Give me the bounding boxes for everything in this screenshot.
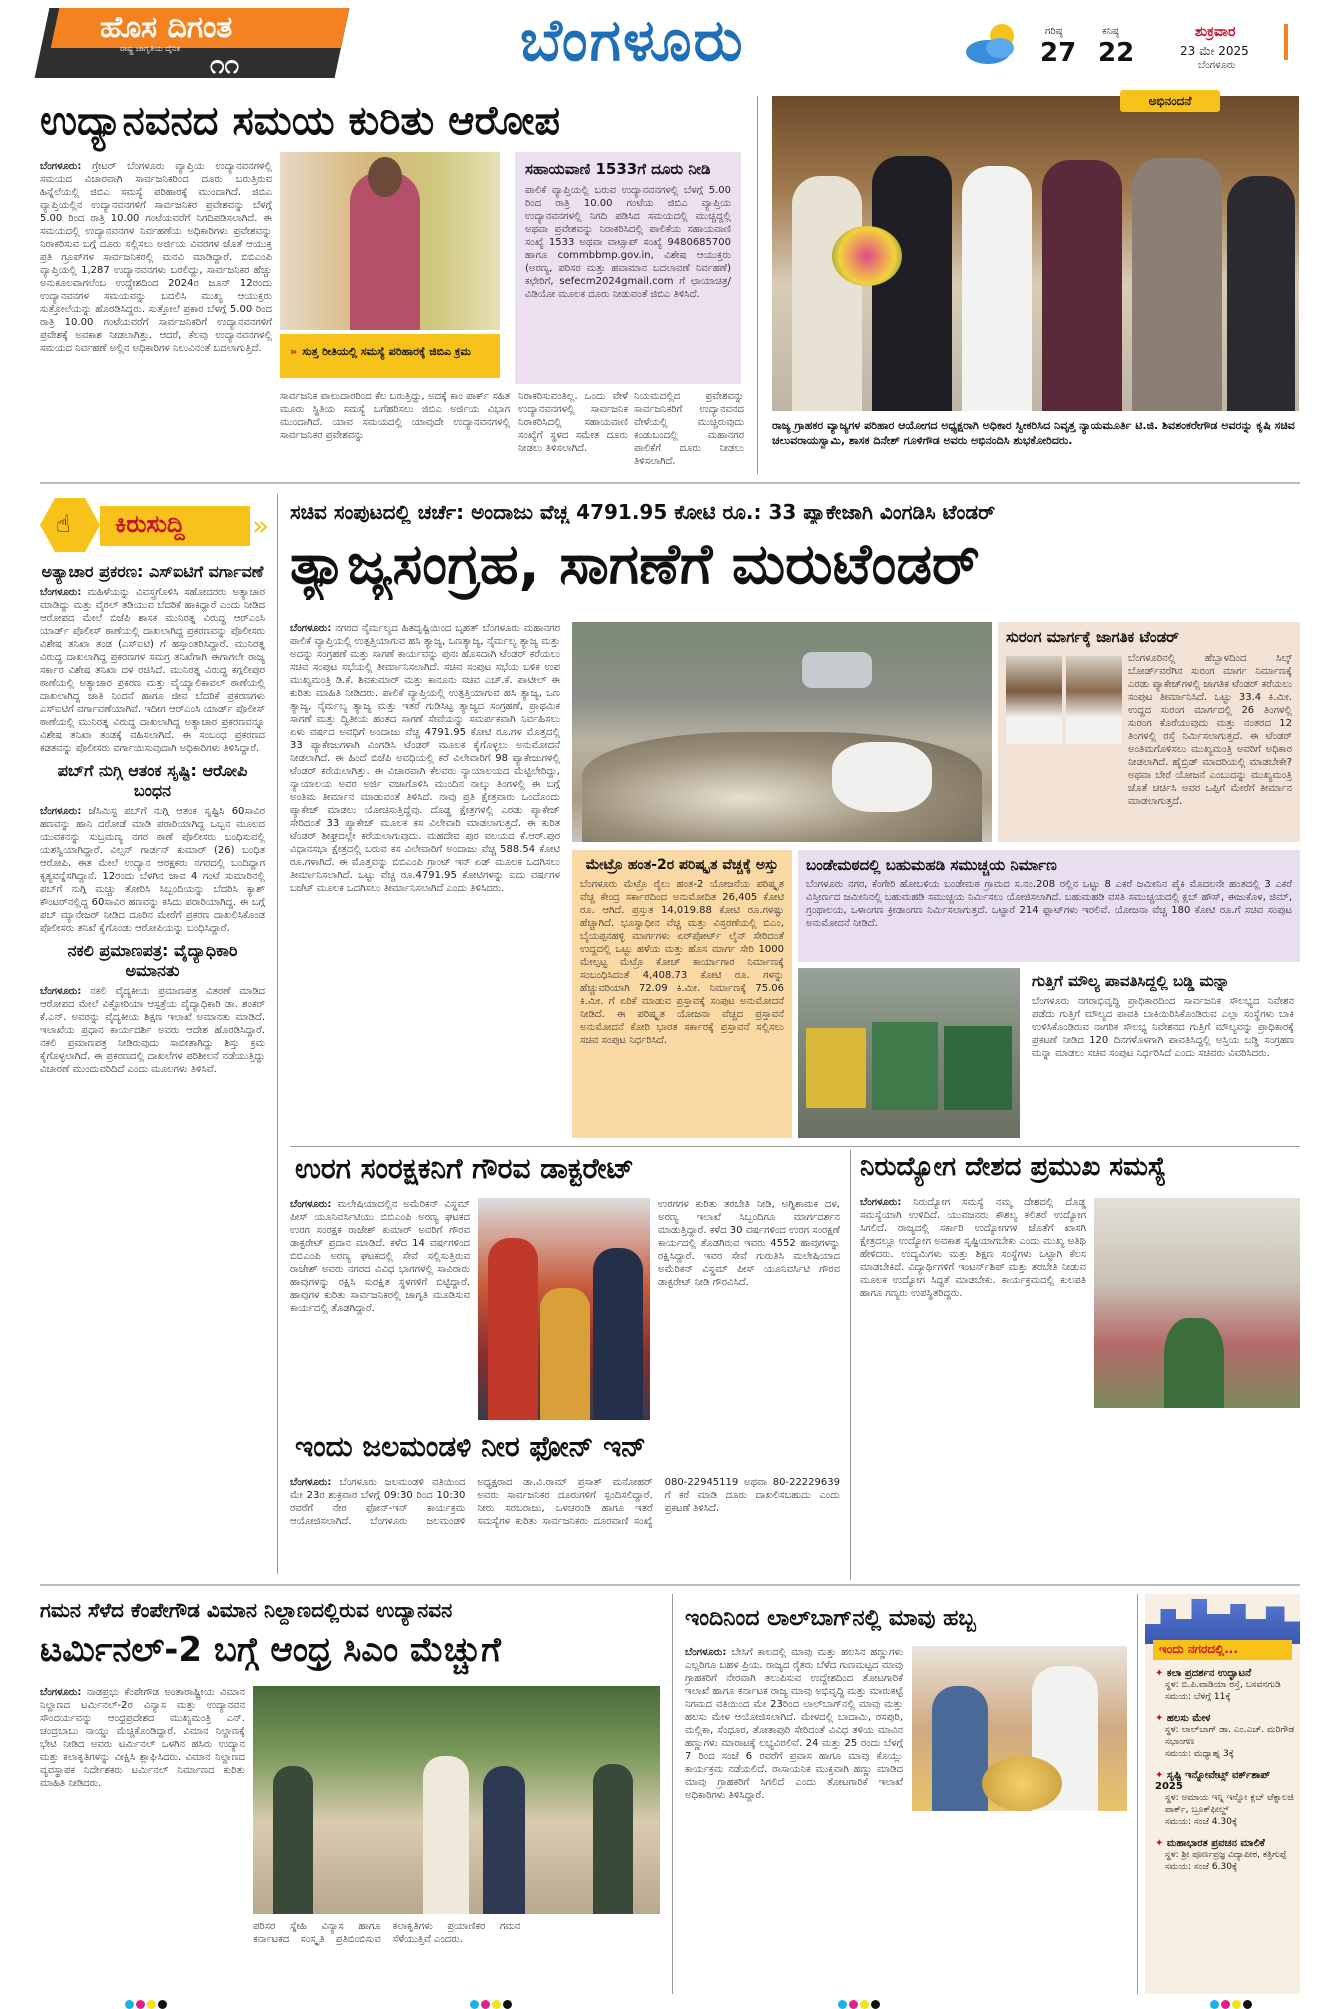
person-2 xyxy=(872,156,952,411)
event-name xyxy=(1155,1838,1295,1849)
event-time: ಸಮಯ: ಸಂಜೆ 4.30ಕ್ಕೆ xyxy=(1165,1817,1238,1827)
event-item xyxy=(1155,1838,1295,1873)
magenta-dot xyxy=(1221,2000,1230,2009)
lead-body-text: ನಗರದ ನೈರ್ಮಲ್ಯದ ಹಿತದೃಷ್ಟಿಯಿಂದ ಬೃಹತ್ ಬೆಂಗಳೂರು ಮಹಾನಗರ ಪಾಲಿಕೆ ವ್ಯಾಪ್ತಿಯಲ್ಲಿ ಉತ್ಪತ್ತಿಯಾಗುವ ಹಸಿ ತ್ಯಾಜ್ಯ, ಒಣತ್ಯಾಜ್ಯ, ನೈರ್ಮಲ್ಯ ತ್ಯಾಜ್ಯ ಮತ್ತು ಅದನ್ನು ಸಂಗ್ರಹಣೆ ಮತ್ತು ಸಾಗಣೆ ಕಾರ್ಯವನ್ನು ಪುನಃ ಹೊಸದಾಗಿ ಟೆಂಡರ್ ಕರೆಯಲು ಸಚಿವ ಸಂಪುಟ ಸಭೆಯಲ್ಲಿ ತೀರ್ಮಾನಿಸಲಾಗಿದೆ. ಸಚಿವ ಸಂಪುಟ ಸಭೆಯ ಬಳಿಕ ಉಪ ಮುಖ್ಯಮಂತ್ರಿ ಡಿ.ಕೆ. ಶಿವಕುಮಾರ್ ಮತ್ತು ಕಾನೂನು ಸಚಿವ ಎಚ್.ಕೆ. ಪಾಟೀಲ್ ಈ ಕುರಿತು ಮಾಹಿತಿ ನೀಡಿದರು. ಪಾಲಿಕೆ ವ್ಯಾಪ್ತಿಯಲ್ಲಿ ಉತ್ಪತ್ತಿಯಾಗುವ ಹಸಿ ತ್ಯಾಜ್ಯ, ಒಣ ತ್ಯಾಜ್ಯ, ನೈರ್ಮಲ್ಯ ತ್ಯಾಜ್ಯ ಮತ್ತು ಇತರೆ ಗುಡಿಸಿಟ್ಟ ತ್ಯಾಜ್ಯದ ಸಂಗ್ರಹಣೆ, ಪ್ರಾಥಮಿಕ ಸಾಗಣೆ ಮತ್ತು ದ್ವಿತೀಯ ಹಂತದ ಸಾಗಣೆ ಸೇವೆಯನ್ನು ಸಮರ್ಪಕವಾಗಿ ನಿರ್ವಹಿಸಲು ಏಳು ವರ್ಷದ ಅವಧಿಗೆ ಅಂದಾಜು ವೆಚ್ಚ 4791.95 ಕೋಟಿ ರೂ.ಗಳ ಮೊತ್ತದಲ್ಲಿ 33 ಪ್ಯಾಕೇಜುಗಳಾಗಿ ವಿಂಗಡಿಸಿ ಟೆಂಡರ್ ಮೂಲಕ ಕೈಗೊಳ್ಳಲು ಅನುಮೋದನೆ ನೀಡಲಾಗಿದೆ. ಈ ಹಿಂದೆ ಬಿಜೆಪಿ ಅವಧಿಯಲ್ಲಿ ಕರೆ ವಿಲೇವಾರಿಗೆ 98 ಪ್ಯಾಕೇಜುಗಳಲ್ಲಿ ಟೆಂಡರ್ ಕರೆಯಲಾಗಿತ್ತು. ಈ ವಿಚಾರವಾಗಿ ಕೆಲವರು ನ್ಯಾಯಾಲಯದ ಮೆಟ್ಟಿಲೇರಿದ್ದು, ನ್ಯಾಯಾಲಯ ಅವರ ಅರ್ಜಿ ವಜಾಗೊಳಿಸಿ ಮುಂದಿನ ನಾಲ್ಕು ತಿಂಗಳಲ್ಲಿ ಈ ಬಗ್ಗೆ ಅಂತಿಮ ತೀರ್ಮಾನ ಮಾಡುವಂತೆ ತಿಳಿಸಿದೆ. ನಾವು ಪ್ರತಿ ಕ್ಷೇತ್ರವಾರು ಒಂದೊಂದು ಪ್ಯಾಕೇಜ್ ಮಾಡಲು ಯೋಚಿಸುತ್ತಿದ್ದೆವು. ದೊಡ್ಡ ಕ್ಷೇತ್ರಗಳಲ್ಲಿ ಎರಡು ಪ್ಯಾಕೇಜ್ ಸೇರಿದಂತೆ 33 ಪ್ಯಾಕೇಜ್ ಮೂಲಕ ಕಸ ವಿಲೇವಾರಿ ಮಾಡಲಾಗುತ್ತದೆ. ಈ ಕುರಿತ ಟೆಂಡರ್ ಶೀಘ್ರದಲ್ಲೇ ಕರೆಯಲಾಗುವುದು. ಮಹದೇವ ಪುರ ವಲಯದ ಕೆ.ಆರ್.ಪುರ ವಿಧಾನಸಭಾ ಕ್ಷೇತ್ರದಲ್ಲಿ ಬರುವ ಕಸ ವಿಲೇವಾರಿಗೆ ಅಂದಾಜು ವೆಚ್ಚ 588.54 ಕೋಟಿ ರೂ.ಗಳಾಗಿದೆ. ಈ ಮೊತ್ತವನ್ನು ಬಿಬಿಎಂಪಿ ಗ್ರಾಂಟ್ ಇನ್ ಏಡ್ ಮೂಲಕ ಒದಗಿಸಲು ತೀರ್ಮಾನಿಸಲಾಗಿದೆ. ಒಟ್ಟು ವೆಚ್ಚ ರೂ.4791.95 ಕೋಟಿಗಳನ್ನು ಐದು ವರ್ಷಗಳ ಬಜೆಟ್ ಮೂಲಕ ಒದಗಿಸಲು ತೀರ್ಮಾನಿಸಲಾಗಿದೆ ಎಂದು ತಿಳಿಸಿದರು. xyxy=(290,623,560,894)
airport-headline: ಟರ್ಮಿನಲ್-2 ಬಗ್ಗೆ ಆಂಧ್ರ ಸಿಎಂ ಮೆಚ್ಚುಗೆ xyxy=(40,1630,501,1670)
weather-max-label: ಗರಿಷ್ಠ xyxy=(1045,26,1063,37)
photo-caption: ಸುತ್ತ ರೀತಿಯಲ್ಲಿ ಸಮಸ್ಯೆ ಪರಿಹಾರಕ್ಕೆ ಜಿಬಿಎ ಕ್ರಮ xyxy=(302,345,471,358)
person-5 xyxy=(1132,158,1222,411)
divider xyxy=(757,96,758,474)
metro-box xyxy=(572,850,792,1138)
logo: ಹೊಸ ದಿಗಂತ xyxy=(100,10,233,45)
plant xyxy=(1164,1318,1224,1408)
tunnel-headline: ಸುರಂಗ ಮಾರ್ಗಕ್ಕೆ ಜಾಗತಿಕ ಟೆಂಡರ್ xyxy=(1006,628,1179,646)
logo-tagline: ರಾಷ್ಟ್ರ ಜಾಗೃತಿಯ ದೈನಿಕ xyxy=(120,44,181,53)
uraga-body-text: ಮಲೇಷಿಯಾದಲ್ಲಿನ ಅಮೆರಿಕನ್ ವಿಸ್ಡಮ್ ಪೀಸ್ ಯೂನಿವರ್ಸಿಟಿಯು ಬಿಬಿಎಂಪಿ ಅರಣ್ಯ ಘಟಕದ ಉರಗ ಸಂರಕ್ಷಕ ರಾಜೇಶ್ ಕುಮಾರ್ ಅವರಿಗೆ ಗೌರವ ಡಾಕ್ಟರೇಟ್ ಪ್ರದಾನ ಮಾಡಿದೆ. ಕಳೆದ 14 ವರ್ಷಗಳಿಂದ ಬಿಬಿಎಂಪಿ ಅರಣ್ಯ ಘಟಕದಲ್ಲಿ ಸೇವೆ ಸಲ್ಲಿಸುತ್ತಿರುವ ರಾಜೇಶ್ ಅವರು ನಗರದ ವಿವಿಧ ಭಾಗಗಳಲ್ಲಿ ಸಾವಿರಾರು ಹಾವುಗಳನ್ನು ರಕ್ಷಿಸಿ ಸುರಕ್ಷಿತ ಸ್ಥಳಗಳಿಗೆ ಬಿಟ್ಟಿದ್ದಾರೆ. ಹಾವುಗಳ ಕುರಿತು ಸಾರ್ವಜನಿಕರಲ್ಲಿ ಜಾಗೃತಿ ಮೂಡಿಸುವ ಕಾರ್ಯದಲ್ಲಿ ತೊಡಗಿದ್ದಾರೆ. xyxy=(290,1199,470,1314)
person-suit xyxy=(483,1766,525,1914)
dateline: ಬೆಂಗಳೂರು: xyxy=(860,1197,902,1208)
yellow-dot xyxy=(860,2000,869,2009)
divider xyxy=(40,482,1300,484)
cyan-dot xyxy=(125,2000,134,2009)
abhinandane-tag: ಅಭಿನಂದನೆ xyxy=(1120,90,1220,112)
event-name-text: ಮಹಾಭಾರತ ಪ್ರವಚನ ಮಾಲಿಕೆ xyxy=(1166,1838,1265,1849)
story1-column-4: ನಿಯಮದಲ್ಲಿದ ಪ್ರವೇಶವನ್ನು ಸಾರ್ವಜನಿಕರಿಗೆ ಉದ್ಯಾನವನದ ವೇಳೆಯಲ್ಲಿ ಮುಚ್ಚಿರುವುದು ಕಂಡುಬಂದಲ್ಲಿ ಮಹಾನಗರ ಪಾಲಿಕೆಗೆ ದೂರು ನೀಡಲು ತಿಳಿಸಲಾಗಿದೆ. xyxy=(634,391,744,467)
yellow-dot xyxy=(1232,2000,1241,2009)
divider xyxy=(40,1584,1300,1586)
magenta-dot xyxy=(136,2000,145,2009)
indu-events xyxy=(1155,1668,1295,1873)
bandemutt-headline: ಬಂಡೇಮಠದಲ್ಲಿ ಬಹುಮಹಡಿ ಸಮುಚ್ಚಯ ನಿರ್ಮಾಣ xyxy=(806,856,1057,874)
uraga-body-1 xyxy=(290,1198,470,1420)
yellow-dot xyxy=(492,2000,501,2009)
event-item xyxy=(1155,1770,1295,1828)
speaker-photo xyxy=(280,152,500,330)
sidebar-title: ಸಹಾಯವಾಣಿ 1533ಗೆ ದೂರು ನೀಡಿ xyxy=(525,160,711,178)
plant-inauguration-photo xyxy=(1094,1198,1300,1408)
kirusuddi-body: ಜೆಸಿಮಿಸ್ಟ ಪಬ್‌ಗೆ ನುಗ್ಗಿ ಆತಂಕ ಸೃಷ್ಟಿಸಿ 60ಸಾವಿರ ಹಣವನ್ನು ಹಾನಿ ದರೋಡೆ ಮಾಡಿ ಪರಾರಿಯಾಗಿದ್ದ ಒಬ್ಬನ ಮೂಲದ ಯುವಕನನ್ನು ಸುಬ್ರಮಣ್ಯ ನಗರ ಠಾಣೆ ಪೊಲೀಸರು ಬಂಧಿಸುವಲ್ಲಿ ಯಶಸ್ವಿಯಾಗಿದ್ದಾರೆ. ವಿಲ್ಸನ್ ಗಾರ್ಡನ್ ಕುಮಾರ್ (26) ಬಂಧಿತ ಆರೋಪಿ. ಈತ ಮೇಲೆ ಉದ್ಯಾನ ಆರಕ್ಷಕರು ನಗರದಲ್ಲಿ ಬಂದಿದ್ದಾಗ ಕೃತ್ಯವನ್ನೆಸಗಿದ್ದಾನೆ. 12ರಂದು ಬೆಳಗಿನ ಜಾವ 4 ಗಂಟೆ ಸುಮಾರಿನಲ್ಲಿ ಪಬ್‌ಗೆ ನುಗ್ಗಿ ಮಚ್ಚು ತೋರಿಸಿ ಸಿಬ್ಬಂದಿಯನ್ನು ಬೆದರಿಸಿ ಕ್ಯಾಶ್ ಕೌಂಟರ್‌ನಲ್ಲಿದ್ದ 60ಸಾವಿರ ಹಣವನ್ನು ಕಸಿದು ಪರಾರಿಯಾಗಿದ್ದ. ಈ ಬಗ್ಗೆ ಪಬ್ ಮ್ಯಾನೇಜರ್ ನೀಡಿದ ದೂರಿನ ಮೇರೆಗೆ ಪ್ರಕರಣ ದಾಖಲಿಸಿಕೊಂಡ ಪೊಲೀಸರು ತನಿಖೆ ಕೈಗೊಂಡು ಆರೋಪಿಯನ್ನು ಬಂಧಿಸಿದ್ದಾರೆ. xyxy=(40,806,265,934)
event-name xyxy=(1155,1770,1295,1792)
kirusuddi-body: ಮಹಿಳೆಯನ್ನು ವಿವಸ್ತ್ರಗೊಳಿಸಿ ಸಹೋದರರು ಅತ್ಯಾಚಾರ ಮಾಡಿದ್ದು ಮತ್ತು ವೈರಲ್ ತಡಿಯುವ ಬೆದರಿಕೆ ಹಾಕಿದ್ದಾರೆ ಎಂದು ನೀಡಿದ ಆರೋಪದ ಮೇಲೆ ಬಿಜೆಪಿ ಶಾಸಕ ಮುನಿರತ್ನ ವಿರುದ್ಧ ಆರ್‌ಎಂಸಿ ಯಾರ್ಡ್ ಪೊಲೀಸ್ ಠಾಣೆಯಲ್ಲಿ ದಾಖಲಾಗಿದ್ದ ಪ್ರಕರಣವನ್ನು ಪೊಲೀಸರು ವಿಶೇಷ ತನಿಖಾ ತಂಡ (ಎಸ್‌ಐಟಿ) ಗೆ ಹಸ್ತಾಂತರಿಸಿದ್ದಾರೆ. ಮುನಿರತ್ನ ವಿರುದ್ಧ ದಾಖಲಾಗಿದ್ದ ಪ್ರಕರಣಗಳ ಸಮಗ್ರ ತನಿಖೆಗಾಗಿ ಈಗಾಗಲೇ ರಾಜ್ಯ ಸರ್ಕಾರ ವಿಶೇಷ ತನಿಖಾ ದಳ ರಚಿಸಿದೆ. ಮುನಿರತ್ನ ವಿರುದ್ಧ ಕಗ್ಗಲೀಪುರ ಠಾಣೆಯಲ್ಲಿ ಅತ್ಯಾಚಾರ ಪ್ರಕರಣ ಮತ್ತು ವೈಯ್ಯಾಲಿಕಾವಲ್ ಠಾಣೆಯಲ್ಲಿ ದಾಖಲಾಗಿದ್ದ ಜಾತಿ ನಿಂದನೆ ಹಾಗೂ ಜೀವ ಬೆದರಿಕೆ ಪ್ರಕರಣಗಳು ಎಸ್‌ಐಟಿಗೆ ವರ್ಗಾವಣೆಯಾಗಿವೆ. ಇದೀಗ ಆರ್‌ಎಂಸಿ ಯಾರ್ಡ್ ಪೊಲೀಸ್ ಠಾಣೆಯಲ್ಲಿ ಮುನಿರತ್ನ ವಿರುದ್ಧ ದಾಖಲಾಗಿದ್ದ ಅತ್ಯಾಚಾರ ಪ್ರಕರಣವನ್ನೂ ವಿಶೇಷ ತನಿಖಾ ತಂಡಕ್ಕೆ ವಹಿಸಲಾಗಿದೆ. ಈ ಸಂಬಂಧ ಪ್ರಕರಣದ ಕಡತವನ್ನು ಪೊಲೀಸರು ವರ್ಗಾಯಿಸುವುದಾಗಿ ಅಧಿಕಾರಿಗಳು ತಿಳಿಸಿದ್ದಾರೆ. xyxy=(40,587,265,754)
doctorate-photo xyxy=(478,1198,650,1420)
lalbagh-headline: ಇಂದಿನಿಂದ ಲಾಲ್‌ಬಾಗ್‌ನಲ್ಲಿ ಮಾವು ಹಬ್ಬ xyxy=(685,1606,976,1631)
magenta-dot xyxy=(481,2000,490,2009)
dateline: ಬೆಂಗಳೂರು: xyxy=(40,161,82,172)
dateline: ಬೆಂಗಳೂರು: xyxy=(290,623,332,634)
kirusuddi-body-wrap xyxy=(40,586,265,755)
uraga-headline: ಉರಗ ಸಂರಕ್ಷಕನಿಗೆ ಗೌರವ ಡಾಕ್ಟರೇಟ್ xyxy=(295,1152,634,1185)
kirusuddi-body-wrap xyxy=(40,805,265,935)
section-title: ಬೆಂಗಳೂರು xyxy=(520,6,745,74)
lalbagh-body xyxy=(685,1646,903,1986)
magenta-dot xyxy=(849,2000,858,2009)
lalbagh-body-text: ಬೇಸಿಗೆ ಕಾಲದಲ್ಲಿ ಮಾವು ಮತ್ತು ಹಲಸಿನ ಹಣ್ಣುಗಳು ಎಲ್ಲರಿಗೂ ಬಹಳ ಪ್ರಿಯ. ರಾಜ್ಯದ ರೈತರು ಬೆಳೆದ ಗುಣಮಟ್ಟದ ಮಾವು ಗ್ರಾಹಕರಿಗೆ ನೇರವಾಗಿ ತಲುಪಿಸುವ ಉದ್ದೇಶದಿಂದ ತೋಟಗಾರಿಕೆ ಇಲಾಖೆ ಹಾಗೂ ಕರ್ನಾಟಕ ರಾಜ್ಯ ಮಾವು ಅಭಿವೃದ್ಧಿ ಮತ್ತು ಮಾರುಕಟ್ಟೆ ನಿಗಮದ ವತಿಯಿಂದ ಮೇ 23ರಿಂದ ಲಾಲ್‌ಬಾಗ್‌ನಲ್ಲಿ ಮಾವು ಮತ್ತು ಹಲಸು ಮೇಳ ಆಯೋಜಿಸಲಾಗಿದೆ. ಮೇಳದಲ್ಲಿ ಬಾದಾಮಿ, ರಸಪುರಿ, ಮಲ್ಲಿಕಾ, ಸೆಂಧೂರ, ತೋತಾಪುರಿ ಸೇರಿದಂತೆ ವಿವಿಧ ತಳಿಯ ಮಾವಿನ ಹಣ್ಣುಗಳು ಮಾರಾಟಕ್ಕೆ ಲಭ್ಯವಿರಲಿವೆ. 24 ಮತ್ತು 25 ರಂದು ಬೆಳಗ್ಗೆ 7 ರಿಂದ ಸಂಜೆ 6 ರವರೆಗೆ ಪ್ರವಾಸ ಹಾಗೂ ಮಾವು ಕೊಯ್ಲು ಕಾರ್ಯಕ್ರಮ ನಡೆಯಲಿದೆ. ರಾಸಾಯನಿಕ ಮುಕ್ತವಾಗಿ ಹಣ್ಣು ಮಾಡಿದ ಮಾವು ಗ್ರಾಹಕರಿಗೆ ಸಿಗಲಿದೆ ಎಂದು ತೋಟಗಾರಿಕೆ ಇಲಾಖೆ ಅಧಿಕಾರಿಗಳು ತಿಳಿಸಿದ್ದಾರೆ. xyxy=(685,1647,903,1801)
bandemutt-box xyxy=(798,850,1300,962)
divider xyxy=(850,1150,851,1580)
event-place: ಸ್ಥಳ: ಲಾಲ್‌ಬಾಗ್ ಡಾ. ಎಂ.ಎಚ್. ಮರಿಗೌಡ ಸಭಾಂಗಣ xyxy=(1165,1725,1295,1747)
registration-marks xyxy=(838,1994,882,2009)
car xyxy=(802,652,872,688)
person-guard-2 xyxy=(593,1764,633,1914)
black-dot xyxy=(871,2000,880,2009)
event-name-text: ಸೃಷ್ಟಿ ಇನ್ನೋವೇಟ್ಸ್ ವರ್ಕ್‌ಶಾಪ್ 2025 xyxy=(1155,1770,1270,1792)
gutige-body: ಬೆಂಗಳೂರು ನಗರಾಭಿವೃದ್ಧಿ ಪ್ರಾಧಿಕಾರದಿಂದ ಸಾರ್ವಜನಿಕ ಸೌಲಭ್ಯದ ನಿವೇಶನ ಪಡೆದು ಗುತ್ತಿಗೆ ಮೌಲ್ಯದ ಪಾವತಿ ಬಾಕಿಯಿರಿಸಿಕೊಂಡಿರುವ ಎಲ್ಲಾ ಸಂಸ್ಥೆಗಳು ಬಾಕಿ ಉಳಿಸಿಕೊಂಡಿರುವ ನಾಗರಿಕ ಸೌಲಭ್ಯ ನಿವೇಶನದ ಗುತ್ತಿಗೆ ಮೌಲ್ಯವನ್ನು ಪ್ರಾಧಿಕಾರಕ್ಕೆ ಪ್ರಕಟಣೆ ನೀಡಿದ 120 ದಿನಗಳೊಳಗಾಗಿ ಪಾವತಿಸಿದ್ದಲ್ಲಿ ಅಸ್ತಿಯ ಬಡ್ಡಿ ಸಂಗ್ರಹಣ ಮನ್ನಾ ಮಾಡಲು ಸಚಿವ ಸಂಪುಟ ನಿರ್ಧರಿಸಿದೆ ಎಂದು ಸಚಿವರು ವಿವರಿಸಿದರು. xyxy=(1032,996,1294,1059)
hand-icon: ☝ xyxy=(56,510,71,538)
cyan-dot xyxy=(470,2000,479,2009)
nirudyoga-body xyxy=(860,1196,1086,1571)
mango-fruit xyxy=(982,1756,1062,1811)
dateline: ಬೆಂಗಳೂರು: xyxy=(290,1199,332,1210)
day-label: ಶುಕ್ರವಾರ xyxy=(1195,24,1236,40)
nirudyoga-headline: ನಿರುದ್ಯೋಗ ದೇಶದ ಪ್ರಮುಖ ಸಮಸ್ಯೆ xyxy=(860,1152,1167,1182)
bouquet xyxy=(832,226,902,286)
felicitation-photo xyxy=(772,96,1299,411)
masthead xyxy=(0,0,1339,85)
jalamandali-body xyxy=(290,1476,840,1572)
airport-body-text: ನಾಡಪ್ರಭು ಕೆಂಪೇಗೌಡ ಅಂತಾರಾಷ್ಟ್ರೀಯ ವಿಮಾನ ನಿಲ್ದಾಣದ ಟರ್ಮಿನಲ್-2ರ ವಿನ್ಯಾಸ ಮತ್ತು ಉದ್ಯಾನವನ ಸೌಂದರ್ಯವನ್ನು ಆಂಧ್ರಪ್ರದೇಶದ ಮುಖ್ಯಮಂತ್ರಿ ಎನ್. ಚಂದ್ರಬಾಬು ನಾಯ್ಡು ಮೆಚ್ಚಿಕೊಂಡಿದ್ದಾರೆ. ವಿಮಾನ ನಿಲ್ದಾಣಕ್ಕೆ ಭೇಟಿ ನೀಡಿದ ಅವರು ಟರ್ಮಿನಲ್ ಒಳಗಿನ ಹಸಿರು ಉದ್ಯಾನ ಮತ್ತು ಕಲಾಕೃತಿಗಳನ್ನು ವೀಕ್ಷಿಸಿ ಶ್ಲಾಘಿಸಿದರು. ವಿಮಾನ ನಿಲ್ದಾಣದ ವ್ಯವಸ್ಥಾಪಕ ನಿರ್ದೇಶಕರು ಟರ್ಮಿನಲ್ ನಿರ್ಮಾಣದ ಕುರಿತು ಮಾಹಿತಿ ನೀಡಿದರು. xyxy=(40,1687,245,1789)
kirusuddi-title: ಕಿರುಸುದ್ದಿ xyxy=(115,510,185,538)
divider xyxy=(290,1146,1300,1147)
person-guard xyxy=(273,1766,313,1914)
dateline: ಬೆಂಗಳೂರು: xyxy=(40,587,82,598)
headline-udyanavana: ಉದ್ಯಾನವನದ ಸಮಯ ಕುರಿತು ಆರೋಪ xyxy=(40,98,561,144)
jalamandali-body-text: ಬೆಂಗಳೂರು ಜಲಮಂಡಳಿ ವತಿಯಿಂದ ಮೇ 23ರ ಶುಕ್ರವಾರ ಬೆಳಗ್ಗೆ 09:30 ರಿಂದ 10:30 ರವರೆಗೆ ನೇರ ಫೋನ್-ಇನ್ ಕಾರ್ಯಕ್ರಮ ಆಯೋಜಿಸಲಾಗಿದೆ. ಬೆಂಗಳೂರು ಜಲಮಂಡಳಿ ಅಧ್ಯಕ್ಷರಾದ ಡಾ.ವಿ.ರಾಮ್ ಪ್ರಸಾತ್ ಮನೋಹರ್ ಅವರು ಸಾರ್ವಜನಿಕರ ದೂರುಗಳಿಗೆ ಸ್ಪಂದಿಸಲಿದ್ದಾರೆ. ನೀರು ಸರಬರಾಜು, ಒಳಚರಂಡಿ ಹಾಗೂ ಇತರೆ ಸಮಸ್ಯೆಗಳ ಕುರಿತು ಸಾರ್ವಜನಿಕರು ದೂರವಾಣಿ ಸಂಖ್ಯೆ 080-22945119 ಅಥವಾ 80-22229639 ಗೆ ಕರೆ ಮಾಡಿ ದೂರು ದಾಖಲಿಸಬಹುದು ಎಂದು ಪ್ರಕಟಣೆ ತಿಳಿಸಿದೆ. xyxy=(290,1477,840,1527)
event-name xyxy=(1155,1713,1295,1724)
dateline: ಬೆಂಗಳೂರು: xyxy=(40,986,82,997)
cyan-dot xyxy=(1210,2000,1219,2009)
weather-icon xyxy=(962,18,1024,68)
kirusuddi-headline: ನಕಲಿ ಪ್ರಮಾಣಪತ್ರ: ವೈದ್ಯಾಧಿಕಾರಿ ಅಮಾನತು xyxy=(67,941,238,980)
lead-headline: ತ್ಯಾಜ್ಯಸಂಗ್ರಹ, ಸಾಗಣೆಗೆ ಮರುಟೆಂಡರ್ xyxy=(290,532,980,597)
white-sack xyxy=(832,742,932,812)
divider xyxy=(1137,1594,1138,1994)
abhinandane-caption: ರಾಜ್ಯ ಗ್ರಾಹಕರ ವ್ಯಾಜ್ಯಗಳ ಪರಿಹಾರ ಆಯೋಗದ ಅಧ್ಯಕ್ಷರಾಗಿ ಅಧಿಕಾರ ಸ್ವೀಕರಿಸಿದ ನಿವೃತ್ತ ನ್ಯಾಯಮೂರ್ತಿ ಟಿ.ಜಿ. ಶಿವಶಂಕರೇಗೌಡ ಅವರನ್ನು ಕೃಷಿ ಸಚಿವ ಚಲುವರಾಯಸ್ವಾಮಿ, ಶಾಸಕ ದಿನೇಶ್ ಗೂಳಿಗೌಡ ಅವರು ಅಭಿನಂದಿಸಿ ಶುಭಕೋರಿದರು. xyxy=(772,419,1295,447)
bullet-icon: ✦ xyxy=(1155,1668,1167,1679)
speaker-head xyxy=(368,157,402,197)
registration-marks xyxy=(125,1994,169,2009)
person-6 xyxy=(1227,176,1295,411)
event-time: ಸಮಯ: ಮಧ್ಯಾಹ್ನ 3ಕ್ಕೆ xyxy=(1165,1749,1234,1759)
metro-body: ಬೆಂಗಳೂರು ಮೆಟ್ರೊ ರೈಲು ಹಂತ-2 ಯೋಜನೆಯ ಪರಿಷ್ಕೃತ ವೆಚ್ಚ ಕೇಂದ್ರ ಸರ್ಕಾರದಿಂದ ಅನುಮೋದಿತ 26,405 ಕೋಟಿ ರೂ. ಆಗಿದೆ. ಪ್ರಸ್ತುತ 14,019.88 ಕೋಟಿ ರೂ.ಗಳಷ್ಟು ಹೆಚ್ಚಾಗಿದೆ. ಭೂಸ್ವಾಧೀನ ವೆಚ್ಚ ಮತ್ತು ವಿಸ್ತರಣೆಯಲ್ಲಿ ಬಿಎಂ, ಬೈಯಪ್ಪನಹಳ್ಳಿ ಮಾರ್ಗಗಳು ಏರ್‌ಪೋರ್ಟ್ ಲೈನ್ ಸೇರಿದಂತೆ ಉದ್ದದಲ್ಲಿ ಒಟ್ಟು ಹಳೆಯ ಮತ್ತು ಹೊಸ ಮಾರ್ಗ ಸೇರಿ 1000 ಮೇಲ್ಪಟ್ಟ ಮೆಟ್ರೊ ಕೋಚ್ ಕಾರ್ಯಾಗಾರ ನಿರ್ಮಾಣಕ್ಕೆ ಸಂಬಂಧಿಸಿದಂತೆ 4,408.73 ಕೋಟಿ ರೂ. ಗಳನ್ನು ಹೆಚ್ಚುವರಿಯಾಗಿ 72.09 ಕಿ.ಮೀ. ನಿರ್ಮಾಣಕ್ಕೆ 75.06 ಕಿ.ಮೀ. ಗೆ ಏರಿಕೆ ಮಾಡುವ ಪ್ರಸ್ತಾವಕ್ಕೆ ಸಂಪುಟ ಅನುಮೋದನೆ ನೀಡಿದೆ. ಈ ಪರಿಷ್ಕೃತ ಯೋಜನಾ ವೆಚ್ಚದ ಪ್ರಸ್ತಾವನೆ ಅನುಮೋದನೆ ಕೋರಿ ಭಾರತ ಸರ್ಕಾರಕ್ಕೆ ಪ್ರಸ್ತಾವನೆ ಸಲ್ಲಿಸಲು ಸಚಿವ ಸಂಪುಟ ನಿರ್ಧರಿಸಿದೆ. xyxy=(580,879,784,1046)
truck-2 xyxy=(872,1022,938,1110)
metro-headline: ಮೇಟ್ರೊ ಹಂತ-2ರ ಪರಿಷ್ಕೃತ ವೆಚ್ಚಕ್ಕೆ ಅಸ್ತು xyxy=(585,857,779,873)
story1-column-1 xyxy=(40,160,272,470)
mango-photo xyxy=(912,1646,1127,1811)
event-place: ಸ್ಥಳ: ಶ್ರೀ ಪೂರ್ಣಪ್ರಜ್ಞ ವಿದ್ಯಾಪೀಠ, ಕತ್ರಿಗುಪ್ಪೆ xyxy=(1165,1850,1287,1860)
dateline: ಬೆಂಗಳೂರು: xyxy=(290,1477,332,1488)
garbage-trucks-photo xyxy=(798,968,1020,1138)
story1-body: ಗ್ರೇಟರ್ ಬೆಂಗಳೂರು ವ್ಯಾಪ್ತಿಯ ಉದ್ಯಾನವನಗಳಲ್ಲಿ ಸಮಯದ ವಿಚಾರವಾಗಿ ಸಾರ್ವಜನಿಕರಿಂದ ದೂರು ಬರುತ್ತಿರುವ ಹಿನ್ನೆಲೆಯಲ್ಲಿ ಜಿಬಿಎ ಸಮಸ್ಯೆ ಪರಿಹಾರಕ್ಕೆ ಮುಂದಾಗಿದೆ. ಜಿಬಿಎ ವ್ಯಾಪ್ತಿಯಲ್ಲಿನ ಉದ್ಯಾನವನಗಳಿಗೆ ಸಾರ್ವಜನಿಕರ ಪ್ರವೇಶವನ್ನು ಬೆಳಗ್ಗೆ 5.00 ರಿಂದ ರಾತ್ರಿ 10.00 ಗಂಟೆಯವರೆಗೆ ನಿಗದಿಪಡಿಸಲಾಗಿದೆ. ಈ ಸಮಯದಲ್ಲಿ ಉದ್ಯಾನವನಗಳ ನಿರ್ವಹಣೆಯ ಅಧಿಕಾರಿಗಳು ಪ್ರವೇಶವನ್ನು ನಿರಾಕರಿಸುವ ಬಗ್ಗೆ ದೂರು ಸಲ್ಲಿಸಲು ಅರ್ಜಿಯ ವಿವರಗಳ ಜೊತೆ ಆಯುಕ್ತ ಪ್ರತಿ ಗ್ರೂಪ್‌ಗಳ ಸಾರ್ವಜನಿಕರಲ್ಲಿ ಮನವಿ ಮಾಡಿದ್ದಾರೆ. ಬಿಬಿಎಂಪಿ ವ್ಯಾಪ್ತಿಯಲ್ಲಿ 1,287 ಉದ್ಯಾನವನಗಳು ಬರಲಿದ್ದು, ಸಾರ್ವಜನಿಕರ ಹೆಚ್ಚು ಅನುಕೂಲವಾಗಲೆಂಬ ಉದ್ದೇಶದಿಂದ 2024ರ ಜೂನ್ 12ರಂದು ಉದ್ಯಾನವನಗಳ ಸಮಯವನ್ನು ಬದಲಿಸಿ ಮುಖ್ಯ ಆಯುಕ್ತರು ಸುತ್ತೋಲೆಯನ್ನು ಹೊರಡಿಸಿದ್ದರು. ಸುತ್ತೋಲೆ ಪ್ರಕಾರ ಬೆಳಗ್ಗೆ 5.00 ರಿಂದ ರಾತ್ರಿ 10.00 ಗಂಟೆಯವರೆಗೆ ಸಾರ್ವಜನಿಕರಿಗೆ ಉದ್ಯಾನವನಗಳಿಗೆ ಪ್ರವೇಶಕ್ಕೆ ಅವಕಾಶ ನೀಡಲಾಗಿತ್ತು. ಆದರೆ, ಕೆಲವು ಉದ್ಯಾನವನಗಳಲ್ಲಿ ಸಮಯದ ನಿರ್ವಹಣೆ ಅಲ್ಲಿನ ಅಧಿಕಾರಿಗಳ ನಿಲುವಿನಂತೆ ಬದಲಾಗುತ್ತಿದೆ. xyxy=(40,161,272,354)
dateline: ಬೆಂಗಳೂರು: xyxy=(40,1687,82,1698)
divider xyxy=(277,494,278,1574)
garbage-photo xyxy=(572,622,992,842)
person-seated xyxy=(540,1288,590,1420)
black-dot xyxy=(503,2000,512,2009)
chevron-right-icon: » xyxy=(252,509,270,542)
event-name-text: ಹಲಸು ಮೇಳ xyxy=(1166,1713,1211,1724)
nirudyoga-body-text: ನಿರುದ್ಯೋಗ ಸಮಸ್ಯೆ ನಮ್ಮ ದೇಶದಲ್ಲಿ ದೊಡ್ಡ ಸಮಸ್ಯೆಯಾಗಿ ಉಳಿದಿದೆ. ಯುವಜನರು ಕೌಶಲ್ಯ ಕಲಿತರೆ ಉದ್ಯೋಗ ಸಿಗಲಿದೆ. ರಾಜ್ಯದಲ್ಲಿ ಸರ್ಕಾರಿ ಉದ್ಯೋಗಗಳ ಜೊತೆಗೆ ಖಾಸಗಿ ಕ್ಷೇತ್ರದಲ್ಲೂ ಉದ್ಯೋಗ ಅವಕಾಶ ಸೃಷ್ಟಿಯಾಗಬೇಕು ಎಂದು ಮುಖ್ಯ ಅತಿಥಿ ಹೇಳಿದರು. ಉದ್ಯಮಿಗಳು ಮತ್ತು ಶಿಕ್ಷಣ ಸಂಸ್ಥೆಗಳು ಒಟ್ಟಾಗಿ ಕೆಲಸ ಮಾಡಬೇಕಿದೆ. ವಿದ್ಯಾರ್ಥಿಗಳಿಗೆ ಇಂಟರ್ನ್‌ಶಿಪ್ ಮತ್ತು ತರಬೇತಿ ನೀಡುವ ಮೂಲಕ ಉದ್ಯೋಗ ಸಿದ್ಧತೆ ಮಾಡಬೇಕು. ಕಾರ್ಯಕ್ರಮದಲ್ಲಿ ಕುಲಪತಿ ಹಾಗೂ ಗಣ್ಯರು ಉಪಸ್ಥಿತರಿದ್ದರು. xyxy=(860,1197,1086,1299)
weather-max: 27 xyxy=(1040,38,1077,68)
weather-min: 22 xyxy=(1098,38,1135,68)
story1-column-3: ನಿರಾಕರಿಸುವಂತಿಲ್ಲ. ಒಂದು ವೇಳೆ ಉದ್ಯಾನವನಗಳಲ್ಲಿ ಸಾರ್ವಜನಿಕ ನಿರಾಕರಿಸಿದಲ್ಲಿ ಸಹಾಯವಾಣಿ ಸಂಖ್ಯೆಗೆ ಸ್ಥಳದ ಸಮೇತ ದೂರು ನೀಡಲು ತಿಳಿಸಲಾಗಿದೆ. xyxy=(518,391,628,454)
event-name xyxy=(1155,1668,1295,1679)
airport-body xyxy=(40,1686,245,1986)
event-place: ಸ್ಥಳ: ಅಮಾಯ ಇನ್ನಿ ಇನ್ನೋ ಕ್ಲಬ್ ಟೆಕ್ನಾಲಜಿ ಪಾರ್ಕ್, ಬ್ರೂಕ್‌ಫೀಲ್ಡ್ xyxy=(1165,1793,1294,1815)
dateline: ಬೆಂಗಳೂರು: xyxy=(685,1647,727,1658)
cyan-dot xyxy=(838,2000,847,2009)
date-label: 23 ಮೇ 2025 xyxy=(1180,44,1249,58)
story1-column-2: ಸಾರ್ವಜನಿಕ ಪಾಲುದಾರರಿಂದ ಕೆಲ ಬರುತ್ತಿದ್ದು, ಅದಕ್ಕೆ ಕಾಂ ಪಾರ್ಕ್ ಸಹಿತ ಮೂರು ಸ್ಥಿತಿಯ ಸಮಸ್ಯೆ ಬಗೆಹರಿಸಲು ಜಿಬಿಎ ಅರ್ಜಿಯ ವಿಭಾಗ ಮುಂದಾಗಿದೆ. ಯಾವ ಸಮಯದಲ್ಲಿ ಯಾವುದೇ ಉದ್ಯಾನವನಗಳಲ್ಲಿ ಸಾರ್ವಜನಿಕರ ಪ್ರವೇಶವನ್ನು xyxy=(280,391,510,441)
city-label: ಬೆಂಗಳೂರು xyxy=(1198,60,1236,71)
lead-body xyxy=(290,622,560,1137)
bandemutt-body: ಬೆಂಗಳೂರು ನಗರ, ಕೆಂಗೇರಿ ಹೋಬಳಿಯ ಬಂಡೇಮಠ ಗ್ರಾಮದ ಸ.ನಂ.208 ರಲ್ಲಿನ ಒಟ್ಟು 8 ಎಕರೆ ಜಮೀನಿನ ಪೈಕಿ ಮೊದಲನೇ ಹಂತದಲ್ಲಿ 3 ಎಕರೆ ವಿಸ್ತೀರ್ಣದ ಜಮೀನಿನಲ್ಲಿ ಬಹುಮಹಡಿ ಸಮುಚ್ಚಯ ನಿರ್ಮಿಸಲು ಯೋಜಿಸಲಾಗಿದೆ. ಬಹುಮಹಡಿ ವಸತಿ ಸಮುಚ್ಚಯದಲ್ಲಿ ಕ್ಲಬ್ ಹೌಸ್, ಈಜುಕೊಳ, ಜಿಮ್, ಗ್ರಂಥಾಲಯ, ಒಳಾಂಗಣ ಕ್ರೀಡಾಂಗಣ ನಿರ್ಮಿಸಲಾಗುತ್ತದೆ. ಒಟ್ಟಾರೆ 214 ಫ್ಲಾಟ್‌ಗಳು ಇರಲಿವೆ. ಯೋಜನಾ ವೆಚ್ಚ 180 ಕೋಟಿ ರೂ.ಗೆ ಸಚಿವ ಸಂಪುಟ ಅನುಮೋದನೆ ನೀಡಿದೆ. xyxy=(806,879,1292,929)
kirusuddi-body: ನಕಲಿ ವೈದ್ಯಕೀಯ ಪ್ರಮಾಣಪತ್ರ ವಿತರಣೆ ಮಾಡಿದ ಆರೋಪದ ಮೇಲೆ ವಿಕ್ಟೋರಿಯಾ ಆಸ್ಪತ್ರೆಯ ವೈದ್ಯಾಧಿಕಾರಿ ಡಾ. ಶಂಕರ್ ಕೆ.ಎನ್. ಅವರನ್ನು ವೈದ್ಯಕೀಯ ಶಿಕ್ಷಣ ಇಲಾಖೆ ಅಮಾನತು ಮಾಡಿದೆ. ಇಲಾಖೆಯ ಪ್ರಧಾನ ಕಾರ್ಯದರ್ಶಿ ಅವರು ಆದೇಶ ಹೊರಡಿಸಿದ್ದಾರೆ. ನಕಲಿ ಪ್ರಮಾಣಪತ್ರ ನೀಡಿರುವುದು ಸಾಬೀತಾಗಿದ್ದು ಶಿಸ್ತು ಕ್ರಮ ಕೈಗೊಳ್ಳಲಾಗಿದೆ. ಈ ಪ್ರಕರಣದಲ್ಲಿ ದಾಖಲೆಗಳ ಪರಿಶೀಲನೆ ನಡೆಯುತ್ತಿದ್ದು ವಿಚಾರಣೆ ಮುಂದುವರಿದಿದೆ ಎಂದು ಮೂಲಗಳು ತಿಳಿಸಿವೆ. xyxy=(40,986,265,1075)
kirusuddi-headline: ಪಬ್‌ಗೆ ನುಗ್ಗಿ ಆತಂಕ ಸೃಷ್ಟಿ: ಆರೋಪಿ ಬಂಧನ xyxy=(57,761,248,800)
divider xyxy=(672,1594,673,1994)
airport-kicker: ಗಮನ ಸೆಳೆದ ಕೆಂಪೇಗೌಡ ವಿಮಾನ ನಿಲ್ದಾಣದಲ್ಲಿರುವ ಉದ್ಯಾನವನ xyxy=(40,1598,453,1622)
tunnel-box xyxy=(998,622,1300,842)
person-suit xyxy=(593,1248,643,1420)
person-1 xyxy=(792,176,862,411)
airport-body-2: ಪರಿಸರ ಸ್ನೇಹಿ ವಿನ್ಯಾಸ ಹಾಗೂ ಕರ್ನಾಟಕದ ಸಂಸ್ಕೃತಿ ಪ್ರತಿಬಿಂಬಿಸುವ ಕಲಾಕೃತಿಗಳು ಪ್ರಯಾಣಿಕರ ಗಮನ ಸೆಳೆಯುತ್ತಿವೆ ಎಂದರು. xyxy=(253,1921,521,1945)
registration-marks xyxy=(470,1994,514,2009)
uraga-body-2: ಉರಗಗಳ ಕುರಿತು ತರಬೇತಿ ನೀಡಿ, ಅಗ್ನಿಶಾಮಕ ದಳ, ಅರಣ್ಯ ಇಲಾಖೆ ಸಿಬ್ಬಂದಿಗೂ ಮಾರ್ಗದರ್ಶನ ಮಾಡುತ್ತಿದ್ದಾರೆ. ಕಳೆದ 30 ವರ್ಷಗಳಿಂದ ಉರಗ ಸಂರಕ್ಷಣೆ ಕಾರ್ಯದಲ್ಲಿ ತೊಡಗಿರುವ ಇವರು 4552 ಹಾವುಗಳನ್ನು ರಕ್ಷಿಸಿದ್ದಾರೆ. ಇವರ ಸೇವೆ ಗುರುತಿಸಿ ಮಲೇಷಿಯಾದ ಅಮೆರಿಕನ್ ವಿಸ್ಡಮ್ ಪೀಸ್ ಯೂನಿವರ್ಸಿಟಿ ಗೌರವ ಡಾಕ್ಟರೇಟ್ ನೀಡಿ ಗೌರವಿಸಿದೆ. xyxy=(658,1199,840,1288)
tunnel-body: ಬೆಂಗಳೂರಿನಲ್ಲಿ ಹೆಬ್ಬಾಳದಿಂದ ಸಿಲ್ಕ್ ಬೋರ್ಡ್‌ವರೆಗಿನ ಸುರಂಗ ಮಾರ್ಗ ನಿರ್ಮಾಣಕ್ಕೆ ಎರಡು ಪ್ಯಾಕೇಜ್‌ಗಳಲ್ಲಿ ಜಾಗತಿಕ ಟೆಂಡರ್ ಕರೆಯಲು ಸಂಪುಟ ತೀರ್ಮಾನಿಸಿದೆ. ಒಟ್ಟು 33.4 ಕಿ.ಮೀ. ಉದ್ದದ ಸುರಂಗ ಮಾರ್ಗದಲ್ಲಿ 26 ತಿಂಗಳಲ್ಲಿ ಸುರಂಗ ಕೊರೆಯುವುದು ಮತ್ತು ನಂತರದ 12 ತಿಂಗಳಲ್ಲಿ ರಸ್ತೆ ನಿರ್ಮಿಸಲಾಗುತ್ತದೆ. ಈ ಟೆಂಡರ್ ಅಂತಿಮಗೊಳಿಸಲು ಮುಖ್ಯಮಂತ್ರಿ ಅವರಿಗೆ ಅಧಿಕಾರ ನೀಡಲಾಗಿದೆ. ಹೈಬ್ರಿಡ್ ಮಾದರಿಯಲ್ಲಿ ಮಾಡಬೇಕೇ? ಅಥವಾ ಬೇರೆ ಯೋಜನೆ ಎಂಬುದನ್ನು ಮುಖ್ಯಮಂತ್ರಿ ಜೊತೆ ಚರ್ಚಿಸಿ ಅವರ ಒಪ್ಪಿಗೆ ಮೇರೆಗೆ ತೀರ್ಮಾನ ಮಾಡಲಾಗುತ್ತದೆ. xyxy=(1128,653,1292,807)
kirusuddi-item xyxy=(40,941,265,1076)
jalamandali-headline: ಇಂದು ಜಲಮಂಡಳಿ ನೀರ ಫೋನ್ ಇನ್ xyxy=(295,1430,646,1463)
person-3 xyxy=(962,166,1032,411)
weather-min-label: ಕನಿಷ್ಠ xyxy=(1102,26,1119,37)
indu-title: ಇಂದು ನಗರದಲ್ಲಿ... xyxy=(1159,1642,1238,1656)
person-red-gown xyxy=(488,1238,538,1420)
sidebar-body: ಪಾಲಿಕೆ ವ್ಯಾಪ್ತಿಯಲ್ಲಿ ಬರುವ ಉದ್ಯಾನವನಗಳಲ್ಲಿ ಬೆಳಗ್ಗೆ 5.00 ರಿಂದ ರಾತ್ರಿ 10.00 ಗಂಟೆಯ ಜಿಬಿಎ ವ್ಯಾಪ್ತಿಯ ಉದ್ಯಾನವನಗಳಲ್ಲಿ ನಿಗದಿ ಪಡಿಸಿದ ಸಮಯದಲ್ಲಿ ಮುಚ್ಚಿದ್ದಲ್ಲಿ ಅಥವಾ ಪ್ರವೇಶವನ್ನು ನಿರಾಕರಿಸಿದಲ್ಲಿ ಪಾಲಿಕೆಯ ಸಹಾಯವಾಣಿ ಸಂಖ್ಯೆ 1533 ಅಥವಾ ವಾಟ್ಸಾಪ್ ಸಂಖ್ಯೆ 9480685700 ಹಾಗೂ commbbmp.gov.in, ವಿಶೇಷ ಆಯುಕ್ತರು (ಅರಣ್ಯ, ಪರಿಸರ ಮತ್ತು ಹವಾಮಾನ ಬದಲಾವಣೆ ನಿರ್ವಹಣೆ) ಕಛೇರಿಗೆ, sefecm2024gmail.com ಗೆ ಛಾಯಾಚಿತ್ರ/ವಿಡಿಯೋ ಮೂಲಕ ದೂರು ನೀಡುವಂತೆ ಜಿಬಿಎ ತಿಳಿಸಿದೆ. xyxy=(525,185,731,300)
bullet-icon: ✦ xyxy=(1155,1770,1167,1781)
event-item xyxy=(1155,1668,1295,1703)
lead-kicker: ಸಚಿವ ಸಂಪುಟದಲ್ಲಿ ಚರ್ಚೆ: ಅಂದಾಜು ವೆಚ್ಚ 4791.95 ಕೋಟಿ ರೂ.: 33 ಪ್ಯಾಕೇಜಾಗಿ ವಿಂಗಡಿಸಿ ಟೆಂಡರ್ xyxy=(290,500,996,524)
truck-3 xyxy=(944,1026,1012,1110)
event-place: ಸ್ಥಳ: ಬಿ.ಪಿ.ವಾಡಿಯಾ ರಸ್ತೆ, ಬಸವನಗುಡಿ xyxy=(1165,1680,1281,1690)
indu-box xyxy=(1145,1594,1300,1994)
yellow-dot xyxy=(147,2000,156,2009)
terminal-photo xyxy=(253,1686,660,1914)
page-number: ೧೧ xyxy=(210,50,240,80)
bullet-icon: ✦ xyxy=(1155,1838,1167,1849)
registration-marks xyxy=(1210,1994,1254,2009)
person-cm xyxy=(423,1756,469,1914)
bullet-arrow-icon: » xyxy=(290,345,298,358)
kirusuddi-headline: ಅತ್ಯಾಚಾರ ಪ್ರಕರಣ: ಎಸ್‌ಐಟಿಗೆ ವರ್ಗಾವಣೆ xyxy=(41,562,264,581)
bullet-icon: ✦ xyxy=(1155,1713,1167,1724)
sidebar-helpline xyxy=(515,152,741,384)
event-time: ಸಮಯ: ಸಂಜೆ 6.30ಕ್ಕೆ xyxy=(1165,1862,1238,1872)
event-name-text: ಕಲಾ ಪ್ರದರ್ಶನ ಉದ್ಘಾಟನೆ xyxy=(1166,1668,1252,1679)
kirusuddi-item xyxy=(40,761,265,935)
gutige-headline: ಗುತ್ತಿಗೆ ಮೌಲ್ಯ ಪಾವತಿಸಿದ್ದಲ್ಲಿ ಬಡ್ಡಿ ಮನ್ನಾ xyxy=(1032,972,1230,990)
kirusuddi-body-wrap xyxy=(40,985,265,1076)
person-woman xyxy=(932,1686,988,1811)
event-time: ಸಮಯ: ಬೆಳಗ್ಗೆ 11ಕ್ಕೆ xyxy=(1165,1692,1231,1702)
person-4 xyxy=(1042,160,1122,411)
gutige-box xyxy=(1026,968,1300,1138)
dateline: ಬೆಂಗಳೂರು: xyxy=(40,806,82,817)
kirusuddi-banner xyxy=(40,496,270,554)
kirusuddi-item xyxy=(40,562,265,755)
truck-1 xyxy=(806,1028,866,1108)
skyline-graphic xyxy=(1145,1594,1300,1644)
black-dot xyxy=(158,2000,167,2009)
black-dot xyxy=(1243,2000,1252,2009)
event-item xyxy=(1155,1713,1295,1760)
photo-caption-box xyxy=(280,334,500,378)
masthead-divider xyxy=(1284,24,1288,60)
kirusuddi-list xyxy=(40,562,265,1567)
